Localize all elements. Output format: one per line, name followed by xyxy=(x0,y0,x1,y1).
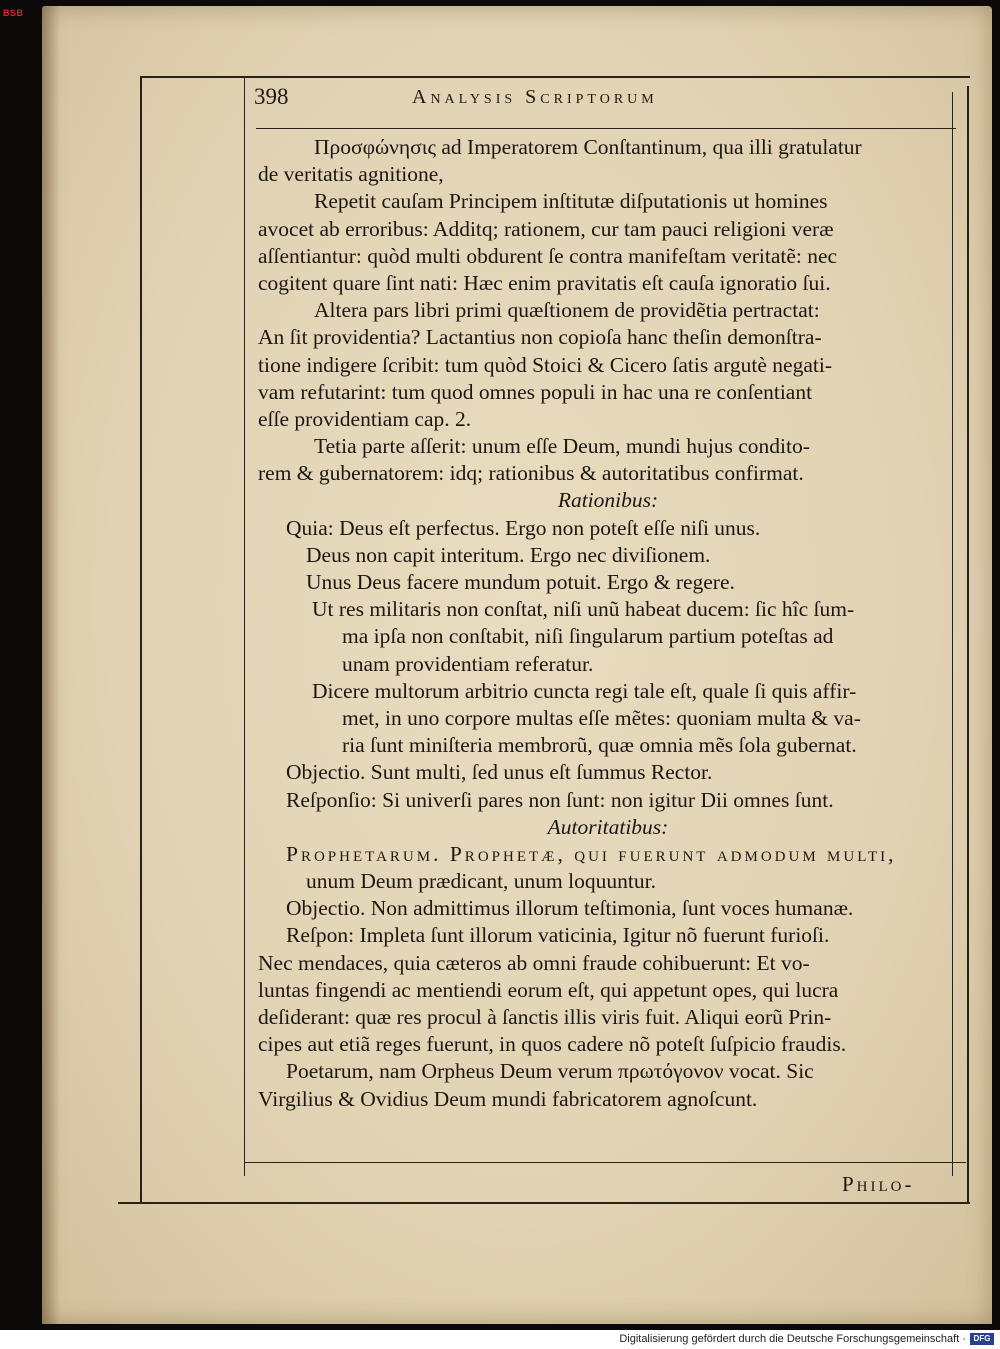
text-line: Reſponſio: Si univerſi pares non ſunt: non igitur Dii omnes ſunt. xyxy=(286,787,834,812)
footer-rule xyxy=(244,1162,966,1163)
text-line: Nec mendaces, quia cæteros ab omni fraude cohibuerunt: Et vo- xyxy=(258,950,810,975)
text-line: avocet ab erroribus: Additq; rationem, cur tam pauci religioni veræ xyxy=(258,216,834,241)
text-line: Prophetarum. Prophetæ, qui fuerunt admodum multi, xyxy=(286,841,897,866)
text-line: ma ipſa non conſtabit, niſi ſingularum partium poteſtas ad xyxy=(342,624,834,649)
text-line: vam refutarint: tum quod omnes populi in hac una re conſentiant xyxy=(258,379,813,404)
text-line: Objectio. Sunt multi, ſed unus eſt ſummus Rector. xyxy=(286,760,713,785)
text-line: ria ſunt miniſteria membrorũ, quæ omnia mẽs ſola gubernat. xyxy=(342,733,857,758)
text-line: Virgilius & Ovidius Deum mundi fabricatorem agnoſcunt. xyxy=(258,1086,758,1111)
text-line: Repetit cauſam Principem inſtitutæ diſputationis ut homines xyxy=(314,189,828,214)
section-heading: Rationibus: xyxy=(557,488,659,513)
text-line: Poetarum, nam Orpheus Deum verum πρωτόγονον vocat. Sic xyxy=(286,1059,814,1084)
text-line: tione indigere ſcribit: tum quòd Stoici & Cicero ſatis argutè negati- xyxy=(258,352,833,377)
text-line: unum Deum prædicant, unum loquuntur. xyxy=(306,869,656,894)
running-head: Analysis Scriptorum xyxy=(412,86,658,108)
text-line: Altera pars libri primi quæſtionem de providẽtia pertractat: xyxy=(314,298,820,323)
text-line: aſſentiantur: quòd multi obdurent ſe contra manifeſtam veritatẽ: nec xyxy=(258,243,838,268)
text-line: Quia: Deus eſt perfectus. Ergo non poteſt eſſe niſi unus. xyxy=(286,515,761,540)
text-line: rem & gubernatorem: idq; rationibus & autoritatibus confirmat. xyxy=(258,461,804,486)
frame-bottom-rule xyxy=(118,1202,970,1204)
text-line: cipes aut etiã reges fuerunt, in quos cadere nõ poteſt ſuſpicio fraudis. xyxy=(258,1032,847,1057)
page-gutter-shadow xyxy=(42,6,60,1324)
section-heading: Autoritatibus: xyxy=(547,814,669,839)
text-line: Objectio. Non admittimus illorum teſtimonia, ſunt voces humanæ. xyxy=(286,896,854,921)
frame-top-rule xyxy=(140,76,970,78)
text-line: An ſit providentia? Lactantius non copioſa hanc theſin demonſtra- xyxy=(258,325,822,350)
bsb-watermark: BSB xyxy=(3,8,24,18)
text-line: Tetia parte aſſerit: unum eſſe Deum, mundi hujus condito- xyxy=(314,434,810,459)
funding-credit: Digitalisierung gefördert durch die Deutsche Forschungsgemeinschaft · xyxy=(619,1333,966,1345)
page-number: 398 xyxy=(254,84,289,109)
text-line: Unus Deus facere mundum potuit. Ergo & regere. xyxy=(306,570,735,594)
text-line: met, in uno corpore multas eſſe mẽtes: quoniam multa & va- xyxy=(342,705,861,730)
text-line: deſiderant: quæ res procul à ſanctis illis viris fuit. Aliqui eorũ Prin- xyxy=(258,1005,832,1029)
header-rule xyxy=(256,128,956,129)
text-line: de veritatis agnitione, xyxy=(258,162,444,187)
catchword: Philo- xyxy=(842,1172,915,1196)
text-line: Deus non capit interitum. Ergo nec diviſionem. xyxy=(306,542,711,567)
frame-right-rule xyxy=(967,86,969,1204)
column-left-rule xyxy=(244,78,245,1176)
digitization-footer xyxy=(0,1330,1000,1349)
frame-left-rule xyxy=(140,76,142,1204)
text-line: luntas fingendi ac mentiendi eorum eſt, qui appetunt opes, qui lucra xyxy=(258,977,839,1002)
text-line: Ut res militaris non conſtat, niſi unũ habeat ducem: ſic hîc ſum- xyxy=(312,597,855,622)
text-line: Προσφώνησις ad Imperatorem Conſtantinum, qua illi gratulatur xyxy=(314,135,862,159)
text-line: unam providentiam referatur. xyxy=(342,651,594,676)
text-line: eſſe providentiam cap. 2. xyxy=(258,406,472,431)
dfg-logo-icon: DFG xyxy=(970,1333,994,1345)
text-line: Dicere multorum arbitrio cuncta regi tale eſt, quale ſi quis affir- xyxy=(312,678,857,703)
body-text xyxy=(258,134,958,1113)
text-line: Reſpon: Impleta ſunt illorum vaticinia, Igitur nõ fuerunt furioſi. xyxy=(286,923,830,948)
text-line: cogitent quare ſint nati: Hæc enim pravitatis eſt cauſa ignoratio ſui. xyxy=(258,270,831,295)
